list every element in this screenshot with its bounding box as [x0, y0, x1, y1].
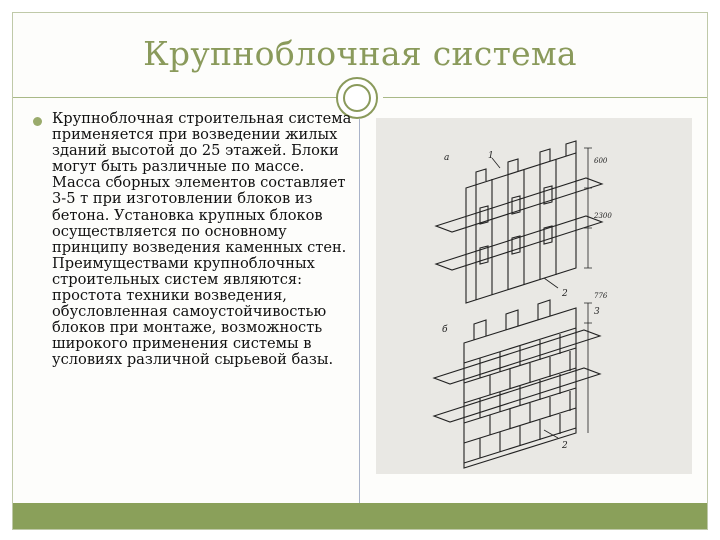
callout-3: 3: [594, 307, 600, 317]
wall-diagram-svg: [376, 118, 692, 474]
label-b: б: [442, 325, 448, 335]
floor-slab-a-top: [436, 178, 602, 232]
floor-slab-b-top: [434, 330, 600, 384]
label-a: а: [444, 153, 450, 163]
wall-diagram: [376, 118, 692, 474]
footer-bar: [13, 503, 707, 529]
floor-slab-a-mid: [436, 216, 602, 270]
dim-mid-a: 2300: [594, 212, 612, 220]
bullet-icon: [33, 117, 42, 126]
dim-top-b: 776: [594, 292, 608, 300]
title-divider-left: [13, 97, 337, 98]
title-divider-right: [383, 97, 707, 98]
diagram-a: [436, 141, 602, 303]
callout-2: 2: [562, 289, 568, 299]
diagram-b: [434, 300, 600, 468]
dim-top-a: 600: [594, 157, 608, 165]
body-text: Крупноблочная строительная система применяется при возведении жилых зданий высотой до 25 этажей. Блоки могут быть различные по массе. Масса сборных элементов составляет 3-5 т при изготовлении блоков из бетона. Установка крупных блоков осуществляется по основному принципу возведения каменных стен. Преимуществами крупноблочных строительных систем являются: простота техники возведения, обусловленная самоустойчивостью блоков при монтаже, возможность широкого применения системы в условиях различной сырьевой базы.: [52, 110, 352, 369]
column-divider: [359, 119, 360, 504]
floor-slab-b-mid: [434, 368, 600, 422]
callout-1: 1: [488, 151, 494, 161]
divider-ornament-inner: [343, 84, 371, 112]
callout-2-b: 2: [562, 441, 568, 451]
slide-title: Крупноблочная система: [143, 34, 577, 73]
